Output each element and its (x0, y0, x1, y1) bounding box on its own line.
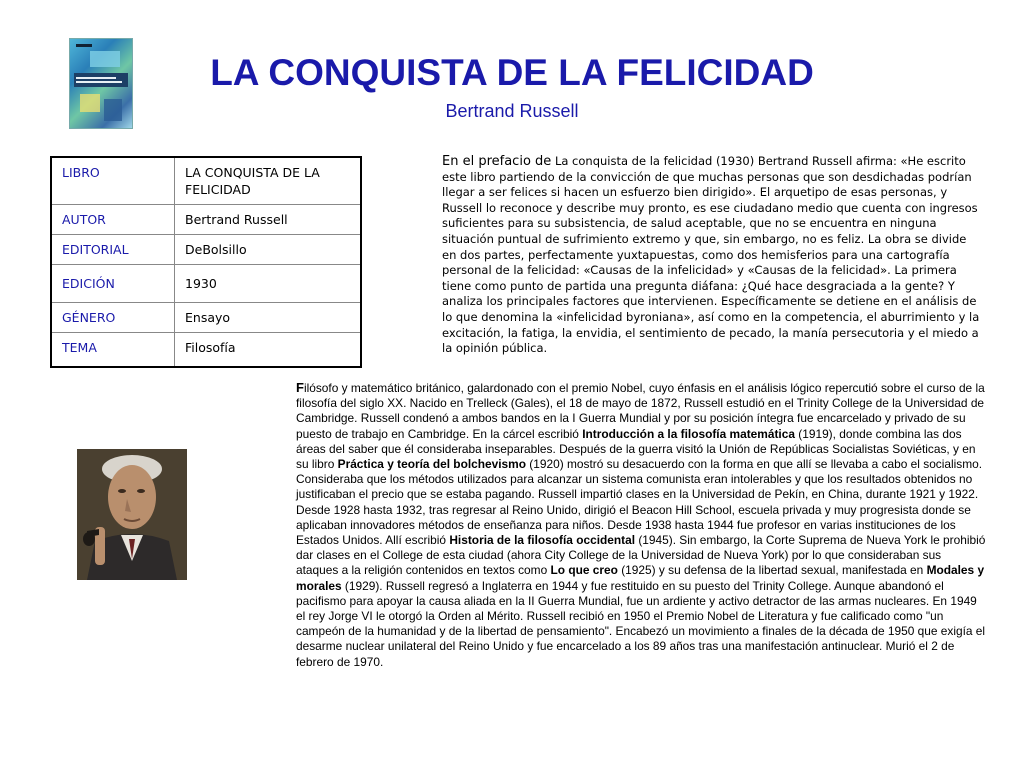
prefacio-paragraph (442, 154, 982, 357)
table-key: TEMA (51, 333, 175, 368)
bio-text: (1919), donde combina las dos áreas del saber que él consideraba inseparables. Después de la guerra visitó la Unión de Repúblicas Socialistas Soviéticas, y en su libro (296, 426, 976, 472)
table-value: Bertrand Russell (175, 205, 362, 235)
table-value: DeBolsillo (175, 235, 362, 265)
book-title-bold: Introducción a la filosofía matemática (582, 426, 795, 441)
book-info-table (50, 156, 362, 368)
book-title-bold: Práctica y teoría del bolchevismo (337, 457, 526, 472)
prefacio-text: La conquista de la felicidad (1930) Bertrand Russell afirma: «He escrito este libro partiendo de la convicción de que muchas personas que son desdichadas podrían llegar a ser felices si hacen un esfuerzo bien dirigido». El arquetipo de esas personas, y Russell lo reconoce y describe muy pronto, es ese ciudadano medio que cuenta con ingresos suficientes para su subsistencia, de salud aceptable, que no se encuentra en ninguna situación puntual de sufrimiento extremo y que, sin embargo, no es feliz. La obra se divide en dos partes, perfectamente yuxtapuestas, como dos hemisferios para una cartografía personal de la felicidad: «Causas de la infelicidad» y «Causas de la felicidad». La primera tiene como punto de partida una pregunta diáfana: ¿Qué hace desgraciada a la gente? Y analiza los principales factores que intervienen. Específicamente se detiene en el análisis de lo que denomina la «infelicidad byroniana», así como en la competencia, el aburrimiento y la excitación, la fatiga, la envidia, el sentimiento de pecado, la manía persecutoria y el miedo a la opinión pública. (442, 154, 980, 356)
table-row (51, 333, 361, 368)
table-key: LIBRO (51, 157, 175, 205)
table-row (51, 303, 361, 333)
table-value: 1930 (175, 265, 362, 303)
table-row (51, 157, 361, 205)
table-key: AUTOR (51, 205, 175, 235)
table-key: EDICIÓN (51, 265, 175, 303)
prefacio-lead: En el prefacio de (442, 154, 552, 169)
book-title-bold: Lo que creo (550, 563, 618, 578)
bio-initial: F (296, 380, 304, 395)
page-subtitle-author: Bertrand Russell (445, 101, 579, 121)
table-key: EDITORIAL (51, 235, 175, 265)
table-row (51, 265, 361, 303)
book-title-bold: Modales y morales (296, 563, 985, 593)
bio-text: ilósofo y matemático británico, galardonado con el premio Nobel, cuyo énfasis en el análisis lógico repercutió sobre el curso de la filosofía del siglo XX. Nacido en Trelleck (Gales), el 18 de mayo de 1872, Russell estudió en el Trinity College de la Universidad de Cambridge. Russell condenó a ambos bandos en la I Guerra Mundial y por su posición íntegra fue encarcelado y privado de su puesto de trabajo en Cambridge. En la cárcel escribió (296, 381, 985, 441)
bio-text: (1945). Sin embargo, la Corte Suprema de Nueva York le prohibió dar clases en el College de esta ciudad (ahora City College de la Universidad de Nueva York) por lo que consideraban sus ataques a la religión contenidos en textos como (296, 533, 986, 578)
author-portrait-image (77, 449, 187, 580)
page-title: LA CONQUISTA DE LA FELICIDAD (210, 52, 814, 93)
bio-text: (1925) y su defensa de la libertad sexual, manifestada en (617, 563, 927, 578)
table-value: LA CONQUISTA DE LA FELICIDAD (175, 157, 362, 205)
table-row (51, 235, 361, 265)
table-key: GÉNERO (51, 303, 175, 333)
bio-text: (1929). Russell regresó a Inglaterra en 1944 y fue restituido en su puesto del Trinity College. Aunque abandonó el pacifismo para apoyar la causa aliada en la II Guerra Mundial, fue un ardiente y activo detractor de las armas nucleares. En 1949 el rey Jorge VI le otorgó la Orden al Mérito. Russell recibió en 1950 el Premio Nobel de Literatura y fue calificado como "un campeón de la humanidad y de la libertad de pensamiento". Encabezó un movimiento a finales de la década de 1950 que exigía el desarme nuclear unilateral del Reino Unido y fue encarcelado a los 89 años tras una manifestación antinuclear. Murió el 2 de febrero de 1970. (296, 578, 986, 669)
bio-text: (1920) mostró su desacuerdo con la forma en que allí se llevaba a cabo el socialismo. Consideraba que los métodos utilizados para alcanzar un sistema comunista eran intolerables y que los resultados obtenidos no justificaban el precio que se estaba pagando. Russell impartió clases en la Universidad de Pekín, en China, durante 1921 y 1922. Desde 1928 hasta 1932, tras regresar al Reino Unido, dirigió el Beacon Hill School, escuela privada y muy progresista donde se aplicaban innovadores métodos de enseñanza para niños. Desde 1938 hasta 1944 fue profesor en varias instituciones de los Estados Unidos. Allí escribió (296, 457, 983, 548)
portrait-drawing (77, 449, 187, 580)
table-value: Ensayo (175, 303, 362, 333)
biography-paragraph (296, 380, 986, 670)
table-value: Filosofía (175, 333, 362, 368)
table-row (51, 205, 361, 235)
book-title-bold: Historia de la filosofía occidental (449, 533, 636, 548)
